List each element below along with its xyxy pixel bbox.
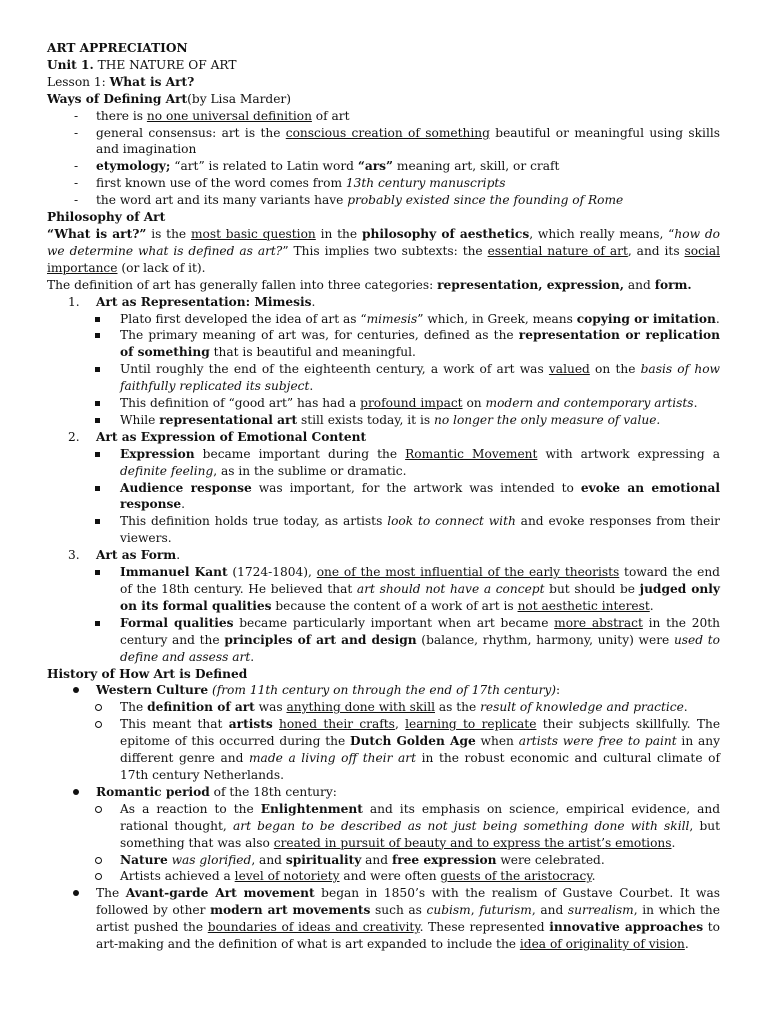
category-number: 1. [68,294,80,309]
italic-text: artists were free to paint [518,734,677,749]
categories-list [47,294,720,666]
history-list [47,682,720,953]
underlined-text: no one universal definition [146,108,312,123]
underlined-text: Romantic Movement [405,446,538,461]
italic-text: probably existed since the founding of Rome [347,193,624,208]
ways-heading: Ways of Defining Art(by Lisa Marder) [47,91,292,106]
underlined-text: profound impact [360,396,463,411]
bold-text: Western Culture [96,683,209,698]
bullet-item: Until roughly the end of the eighteenth century, a work of art was valued on the basis of how faithfully replicated its subject. [47,361,720,395]
category-item [47,429,720,547]
underlined-text: guests of the aristocracy [440,869,592,884]
history-item: The definition of art was anything done with skill as the result of knowledge and practice. [47,699,720,716]
bold-text: Nature [120,852,168,867]
bullet-item: Audience response was important, for the artwork was intended to evoke an emotional response. [47,480,720,514]
bold-text: representation, expression, [437,277,625,292]
italic-text: (from 11th century on through the end of 17th century) [211,683,557,698]
list-item: - general consensus: art is the conscious creation of something beautiful or meaningful using skills and imagination [47,125,720,159]
italic-text: art began to be described as not just being something done with skill [233,818,690,833]
category-title: Art as Representation: Mimesis. [96,294,316,309]
bold-text: copying or imitation [576,311,716,326]
underlined-text: one of the most influential of the early theorists [316,565,620,580]
bullet-item: Expression became important during the Romantic Movement with artwork expressing a definite feeling, as in the sublime or dramatic. [47,446,720,480]
bold-text: Art as Representation: Mimesis [96,294,312,309]
italic-text: result of knowledge and practice [480,700,684,715]
history-period [47,682,720,783]
underlined-text: idea of originality of vision [519,937,685,952]
underlined-text: valued [548,362,590,377]
category-number: 2. [68,429,80,444]
italic-text: made a living off their art [249,751,417,766]
categories-intro: The definition of art has generally fallen into three categories: representation, expression, and form. [47,277,692,292]
list-item: - etymology; “art” is related to Latin word “ars” meaning art, skill, or craft [47,158,720,175]
bold-text: Audience response [120,480,252,495]
underlined-text: level of notoriety [234,869,340,884]
philosophy-heading: Philosophy of Art [47,210,166,225]
bold-text: representational art [159,412,298,427]
lesson-heading: Lesson 1: What is Art? [47,74,195,89]
list-item: - the word art and its many variants have probably existed since the founding of Rome [47,192,720,209]
bold-text: spirituality [285,852,362,867]
bold-text: Dutch Golden Age [350,734,476,749]
history-item: As a reaction to the Enlightenment and its emphasis on science, empirical evidence, and rational thought, art began to be described as not just being something done with skill, but something that was also created in pursuit of beauty and to express the artist’s emotions. [47,801,720,852]
category-bullets [47,446,720,547]
italic-text: basis of how faithfully replicated its subject [120,362,720,394]
italic-text: was glorified [171,852,252,867]
bold-text: Formal qualities [120,615,234,630]
bullet-item: Immanuel Kant (1724-1804), one of the most influential of the early theorists toward the end of the 18th century. He believed that art should not have a concept but should be judged only on its formal qualities because the content of a work of art is not aesthetic interest. [47,564,720,615]
bold-text: Expression [120,446,195,461]
bold-text: Romantic period [96,784,210,799]
unit-heading: Unit 1. THE NATURE OF ART [47,57,237,72]
history-period [47,784,720,885]
document-page [47,40,720,953]
category-bullets [47,311,720,429]
underlined-text: essential nature of art [487,243,628,258]
underlined-text: most basic question [190,226,316,241]
underlined-text: not aesthetic interest [517,598,650,613]
bold-text: Avant-garde Art movement [125,886,315,901]
bold-text: Immanuel Kant [120,565,228,580]
course-title: ART APPRECIATION [47,41,188,55]
history-heading: History of How Art is Defined [47,666,248,681]
history-period-items [96,699,720,784]
bullet-item: The primary meaning of art was, for centuries, defined as the representation or replication of something that is beautiful and meaningful. [47,327,720,361]
bullet-item: This definition of “good art” has had a profound impact on modern and contemporary artists. [47,395,720,412]
bold-text: representation or replication of something [120,328,721,360]
history-item: Artists achieved a level of notoriety and were often guests of the aristocracy. [47,868,720,885]
bold-text: innovative approaches [549,920,704,935]
bold-text: principles of art and design [224,632,417,647]
history-period [47,885,720,953]
bold-text: Art as Expression of Emotional Content [96,429,367,444]
italic-text: used to define and assess art [120,632,720,664]
underlined-text: created in pursuit of beauty and to express the artist’s emotions [273,835,672,850]
underlined-text: social importance [47,243,720,275]
underlined-text: honed their crafts [279,717,395,732]
underlined-text: more abstract [554,615,643,630]
bullet-item: Formal qualities became particularly important when art became more abstract in the 20th century and the principles of art and design (balance, rhythm, harmony, unity) were used to define and assess art. [47,615,720,666]
bold-text: evoke an emotional response [120,480,720,512]
italic-text: surrealism [567,903,634,918]
bullet-item: While representational art still exists today, it is no longer the only measure of value. [47,412,720,429]
italic-text: art should not have a concept [356,582,545,596]
history-item: Nature was glorified, and spirituality and free expression were celebrated. [47,852,720,869]
history-period-title: Romantic period of the 18th century: [96,784,337,799]
history-period-title: Western Culture (from 11th century on through the end of 17th century): [96,683,561,698]
underlined-text: boundaries of ideas and creativity [207,920,420,935]
category-item [47,547,720,665]
bold-text: artists [228,717,273,732]
bold-text: philosophy of aesthetics [361,226,530,241]
bold-text: judged only on its formal qualities [120,582,720,613]
italic-text: mimesis [366,311,418,326]
italic-text: how do we determine what is defined as art? [47,226,720,258]
underlined-text: learning to replicate [405,717,537,732]
bold-text: form. [654,277,692,292]
italic-text: 13th century manuscripts [345,176,506,191]
category-title [96,429,720,446]
underlined-text: anything done with skill [286,700,435,715]
history-period-title: The Avant-garde Art movement began in 1850’s with the realism of Gustave Courbet. It was followed by other modern art movements such as cubism, futurism, and surrealism, in which the artist pushed the boundaries of ideas and creativity. These represented innovative approaches to art-making and the definition of what is art expanded to include the idea of originality of vision. [96,886,721,952]
bold-text: modern art movements [210,903,371,918]
bold-text: “What is art?” [47,226,147,241]
bullet-item: This definition holds true today, as artists look to connect with and evoke responses from their viewers. [47,513,720,547]
italic-text: cubism [426,903,471,918]
bullet-item: Plato first developed the idea of art as “mimesis” which, in Greek, means copying or imitation. [47,311,720,328]
history-period-items [96,801,720,886]
list-item: - first known use of the word comes from 13th century manuscripts [47,175,720,192]
underlined-text: conscious creation of something [285,125,490,140]
category-title: Art as Form. [96,548,181,563]
italic-text: modern and contemporary artists [485,396,694,411]
category-bullets [47,564,720,665]
bold-text: definition of art [147,700,255,715]
bold-text: etymology; [96,159,171,174]
bold-text: “ars” [357,159,394,174]
italic-text: no longer the only measure of value. [433,412,661,427]
italic-text: futurism [479,903,532,918]
philosophy-paragraph: “What is art?” is the most basic question in the philosophy of aesthetics, which really means, “how do we determine what is defined as art?” This implies two subtexts: the essential nature of art, and its social importance (or lack of it). [47,226,720,275]
italic-text: look to connect with [387,514,516,529]
category-item [47,294,720,429]
list-item: - there is no one universal definition of art [47,108,720,125]
italic-text: definite feeling [120,463,214,478]
bold-text: Art as Form [96,548,177,563]
history-item: This meant that artists honed their crafts, learning to replicate their subjects skillfully. The epitome of this occurred during the Dutch Golden Age when artists were free to paint in any different genre and made a living off their art in the robust economic and cultural climate of 17th century Netherlands. [47,716,720,784]
bold-text: free expression [391,852,497,867]
category-number: 3. [68,548,80,563]
ways-list [47,108,720,209]
bold-text: Enlightenment [260,801,363,816]
